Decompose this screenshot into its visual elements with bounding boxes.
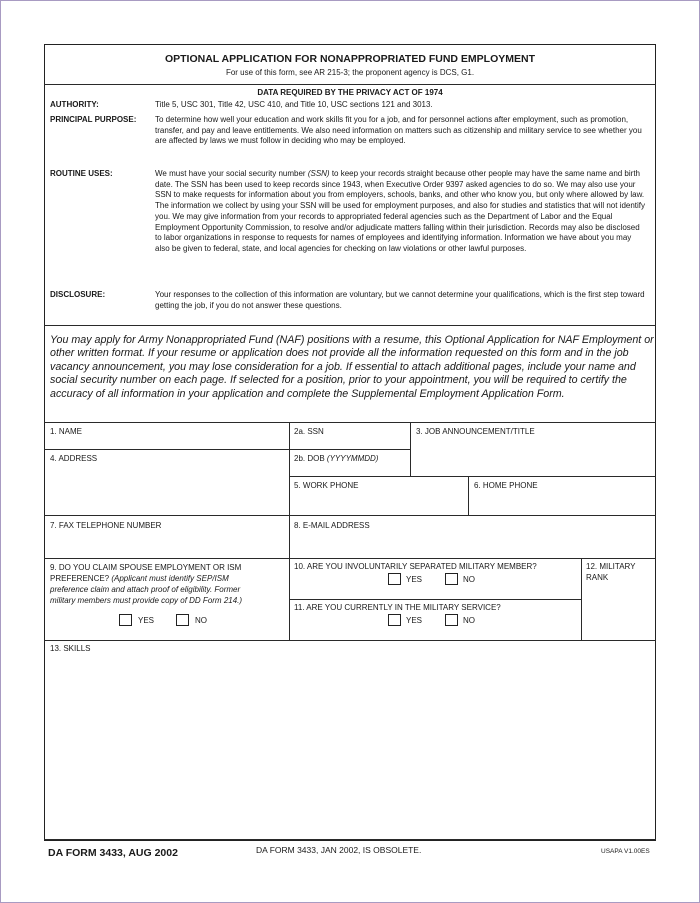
work-phone-field[interactable]: 5. WORK PHONE <box>294 481 359 490</box>
divider <box>289 422 290 640</box>
authority-label: AUTHORITY: <box>50 100 99 109</box>
privacy-act-title: DATA REQUIRED BY THE PRIVACY ACT OF 1974 <box>257 88 443 97</box>
divider <box>289 599 581 600</box>
q9-yes-label: YES <box>138 616 155 625</box>
q10-yes-label: YES <box>406 575 423 584</box>
routine-uses-text: We must have your social security number (SSN) to keep your records straight because other people may have the same name and birth date. The SSN has been used to keep records since 1943, when Executive Order 9397 asked agencies to do so. We may also use your SSN to make requests for information about you from employers, schools, banks, and other who know you, but only where allowed by law. The information we collect by using your SSN will be used for employment purposes, and also for studies and statistics that will not identify you. We may give information from your records to appropriated federal agencies such as the Department of Labor and the Equal Employment Opportunity Commission, to resolve and/or adjudicate matters falling within their jurisdiction. Records may also be disclosed to labor organizations in response to requests for names of employees and identifying information. Information we have about you may also be given to federal, state, and local agencies for checking on law violations or other lawful purposes. <box>155 169 646 253</box>
q11-yes-checkbox[interactable] <box>388 614 401 626</box>
q9-label-2: PREFERENCE? (Applicant must identify SEP/ISM <box>50 574 229 583</box>
skills-field[interactable]: 13. SKILLS <box>50 644 91 653</box>
q10-no-label: NO <box>463 575 475 584</box>
divider <box>44 422 656 423</box>
form-subtitle: For use of this form, see AR 215-3; the proponent agency is DCS, G1. <box>225 68 475 77</box>
instructions-text: You may apply for Army Nonappropriated Fund (NAF) positions with a resume, this Optional Application for NAF Employment or other written format. If your resume or application does not provide all the information requested on this form and in the job vacancy announcement, you may lose consideration for a job. If essential to attach additional pages, include your name and social security number on each page. If selected for a position, prior to your appointment, you will be required to certify the accuracy of all information in your application and complete the Supplemental Employment Application Form. <box>50 334 654 400</box>
home-phone-field[interactable]: 6. HOME PHONE <box>474 481 538 490</box>
form-title: OPTIONAL APPLICATION FOR NONAPPROPRIATED FUND EMPLOYMENT <box>164 53 536 65</box>
disclosure-label: DISCLOSURE: <box>50 290 106 299</box>
q10-label: 10. ARE YOU INVOLUNTARILY SEPARATED MILITARY MEMBER? <box>294 562 537 571</box>
name-field[interactable]: 1. NAME <box>50 427 83 436</box>
q9-note: preference claim and attach proof of eligibility. Former <box>50 585 241 594</box>
divider <box>44 449 410 450</box>
divider <box>44 558 656 559</box>
address-field[interactable]: 4. ADDRESS <box>50 454 98 463</box>
q11-label: 11. ARE YOU CURRENTLY IN THE MILITARY SERVICE? <box>294 603 501 612</box>
military-rank-field[interactable]: 12. MILITARY <box>586 562 636 571</box>
routine-uses-label: ROUTINE USES: <box>50 169 113 178</box>
q10-no-checkbox[interactable] <box>445 573 458 585</box>
q9-label: 9. DO YOU CLAIM SPOUSE EMPLOYMENT OR ISM <box>50 563 242 572</box>
divider <box>289 476 656 477</box>
q11-yes-label: YES <box>406 616 423 625</box>
q9-no-checkbox[interactable] <box>176 614 189 626</box>
version-stamp: USAPA V1.00ES <box>601 848 650 855</box>
ssn-field[interactable]: 2a. SSN <box>294 427 324 436</box>
q11-no-label: NO <box>463 616 475 625</box>
divider <box>44 640 656 641</box>
q9-no-label: NO <box>195 616 207 625</box>
divider <box>468 476 469 515</box>
fax-field[interactable]: 7. FAX TELEPHONE NUMBER <box>50 521 162 530</box>
divider <box>410 422 411 476</box>
q9-yes-checkbox[interactable] <box>119 614 132 626</box>
form-number: DA FORM 3433, AUG 2002 <box>48 847 178 859</box>
divider <box>44 325 656 326</box>
obsolete-notice: DA FORM 3433, JAN 2002, IS OBSOLETE. <box>256 845 422 855</box>
divider <box>44 515 656 516</box>
q11-no-checkbox[interactable] <box>445 614 458 626</box>
q10-yes-checkbox[interactable] <box>388 573 401 585</box>
form-frame <box>44 44 656 841</box>
q9-note-2: military members must provide copy of DD Form 214.) <box>50 596 243 605</box>
principal-purpose-label: PRINCIPAL PURPOSE: <box>50 115 137 124</box>
dob-field[interactable]: 2b. DOB (YYYYMMDD) <box>294 454 379 463</box>
divider <box>44 84 656 85</box>
divider <box>44 839 656 840</box>
military-rank-label: RANK <box>586 573 609 582</box>
email-field[interactable]: 8. E-MAIL ADDRESS <box>294 521 370 530</box>
job-announcement-field[interactable]: 3. JOB ANNOUNCEMENT/TITLE <box>416 427 535 436</box>
authority-text: Title 5, USC 301, Title 42, USC 410, and Title 10, USC sections 121 and 3013. <box>155 100 433 109</box>
principal-purpose-text: To determine how well your education and work skills fit you for a job, and for personnel actions after employment, such as promotion, transfer, and pay and leave entitlements. We also need information on matters such as citizenship and military service to see whether you are affected by laws we must follow in deciding who may be employed. <box>155 115 642 146</box>
divider <box>581 558 582 640</box>
disclosure-text: Your responses to the collection of this information are voluntary, but we cannot determine your qualifications, which is the first step toward getting the job, if you do not answer these questions. <box>155 290 645 310</box>
